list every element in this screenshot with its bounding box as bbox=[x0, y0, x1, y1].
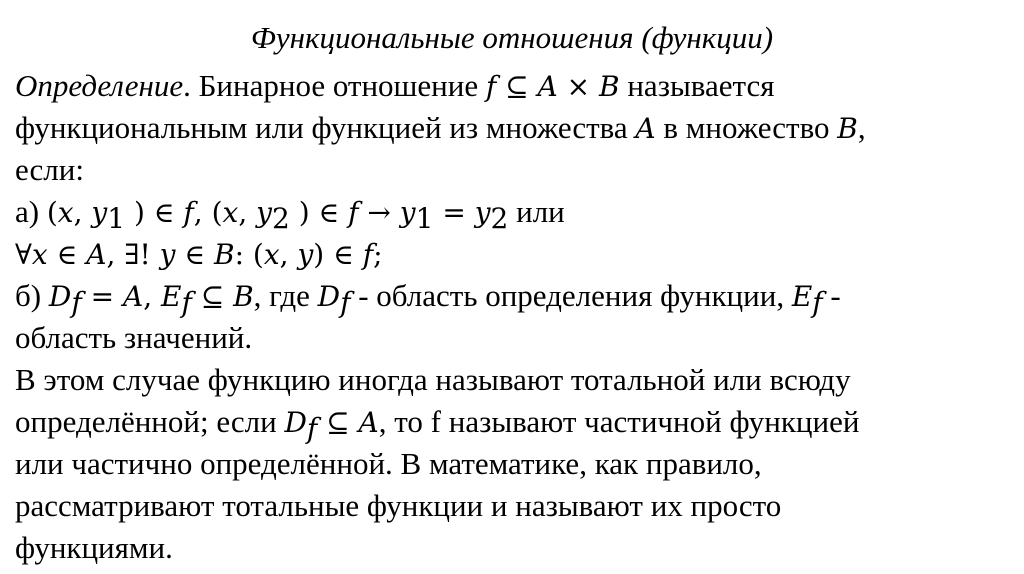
condition-a: а) (x, $y_1$ ) ∈ f, (x, $y_2$ ) ∈ $f \to y_1 = y_2$ или bbox=[15, 194, 565, 235]
definition-line-2: функциональным или функцией из множества A в множество B, bbox=[15, 110, 866, 145]
remark-line-1: В этом случае функцию иногда называют тотальной или всюду bbox=[15, 362, 851, 397]
condition-b: б) $D_f = A$, $E_f$ ⊆ B, где $D_f$ - область определения функции, $E_f$ - bbox=[15, 278, 841, 319]
definition-label: Определение bbox=[15, 68, 184, 103]
condition-b-continuation: область значений. bbox=[15, 320, 253, 355]
remark-line-4: рассматривают тотальные функции и называют их просто bbox=[15, 488, 782, 523]
definition-line-3: если: bbox=[15, 152, 84, 187]
definition-line-1: Определение. Бинарное отношение f ⊆ A × B называется bbox=[15, 68, 775, 103]
remark-line-3: или частично определённой. В математике, как правило, bbox=[15, 446, 762, 481]
math-f: f bbox=[485, 70, 497, 103]
remark-line-5: функциями. bbox=[15, 530, 173, 565]
remark-line-2: определённой; если $D_f$ ⊆ A, то f называют частичной функцией bbox=[15, 404, 860, 445]
slide-title: Функциональные отношения (функции) bbox=[250, 20, 774, 55]
condition-a-quantifier: ∀x ∈ A, ∃! y ∈ B: (x, y) ∈ f; bbox=[15, 238, 383, 271]
